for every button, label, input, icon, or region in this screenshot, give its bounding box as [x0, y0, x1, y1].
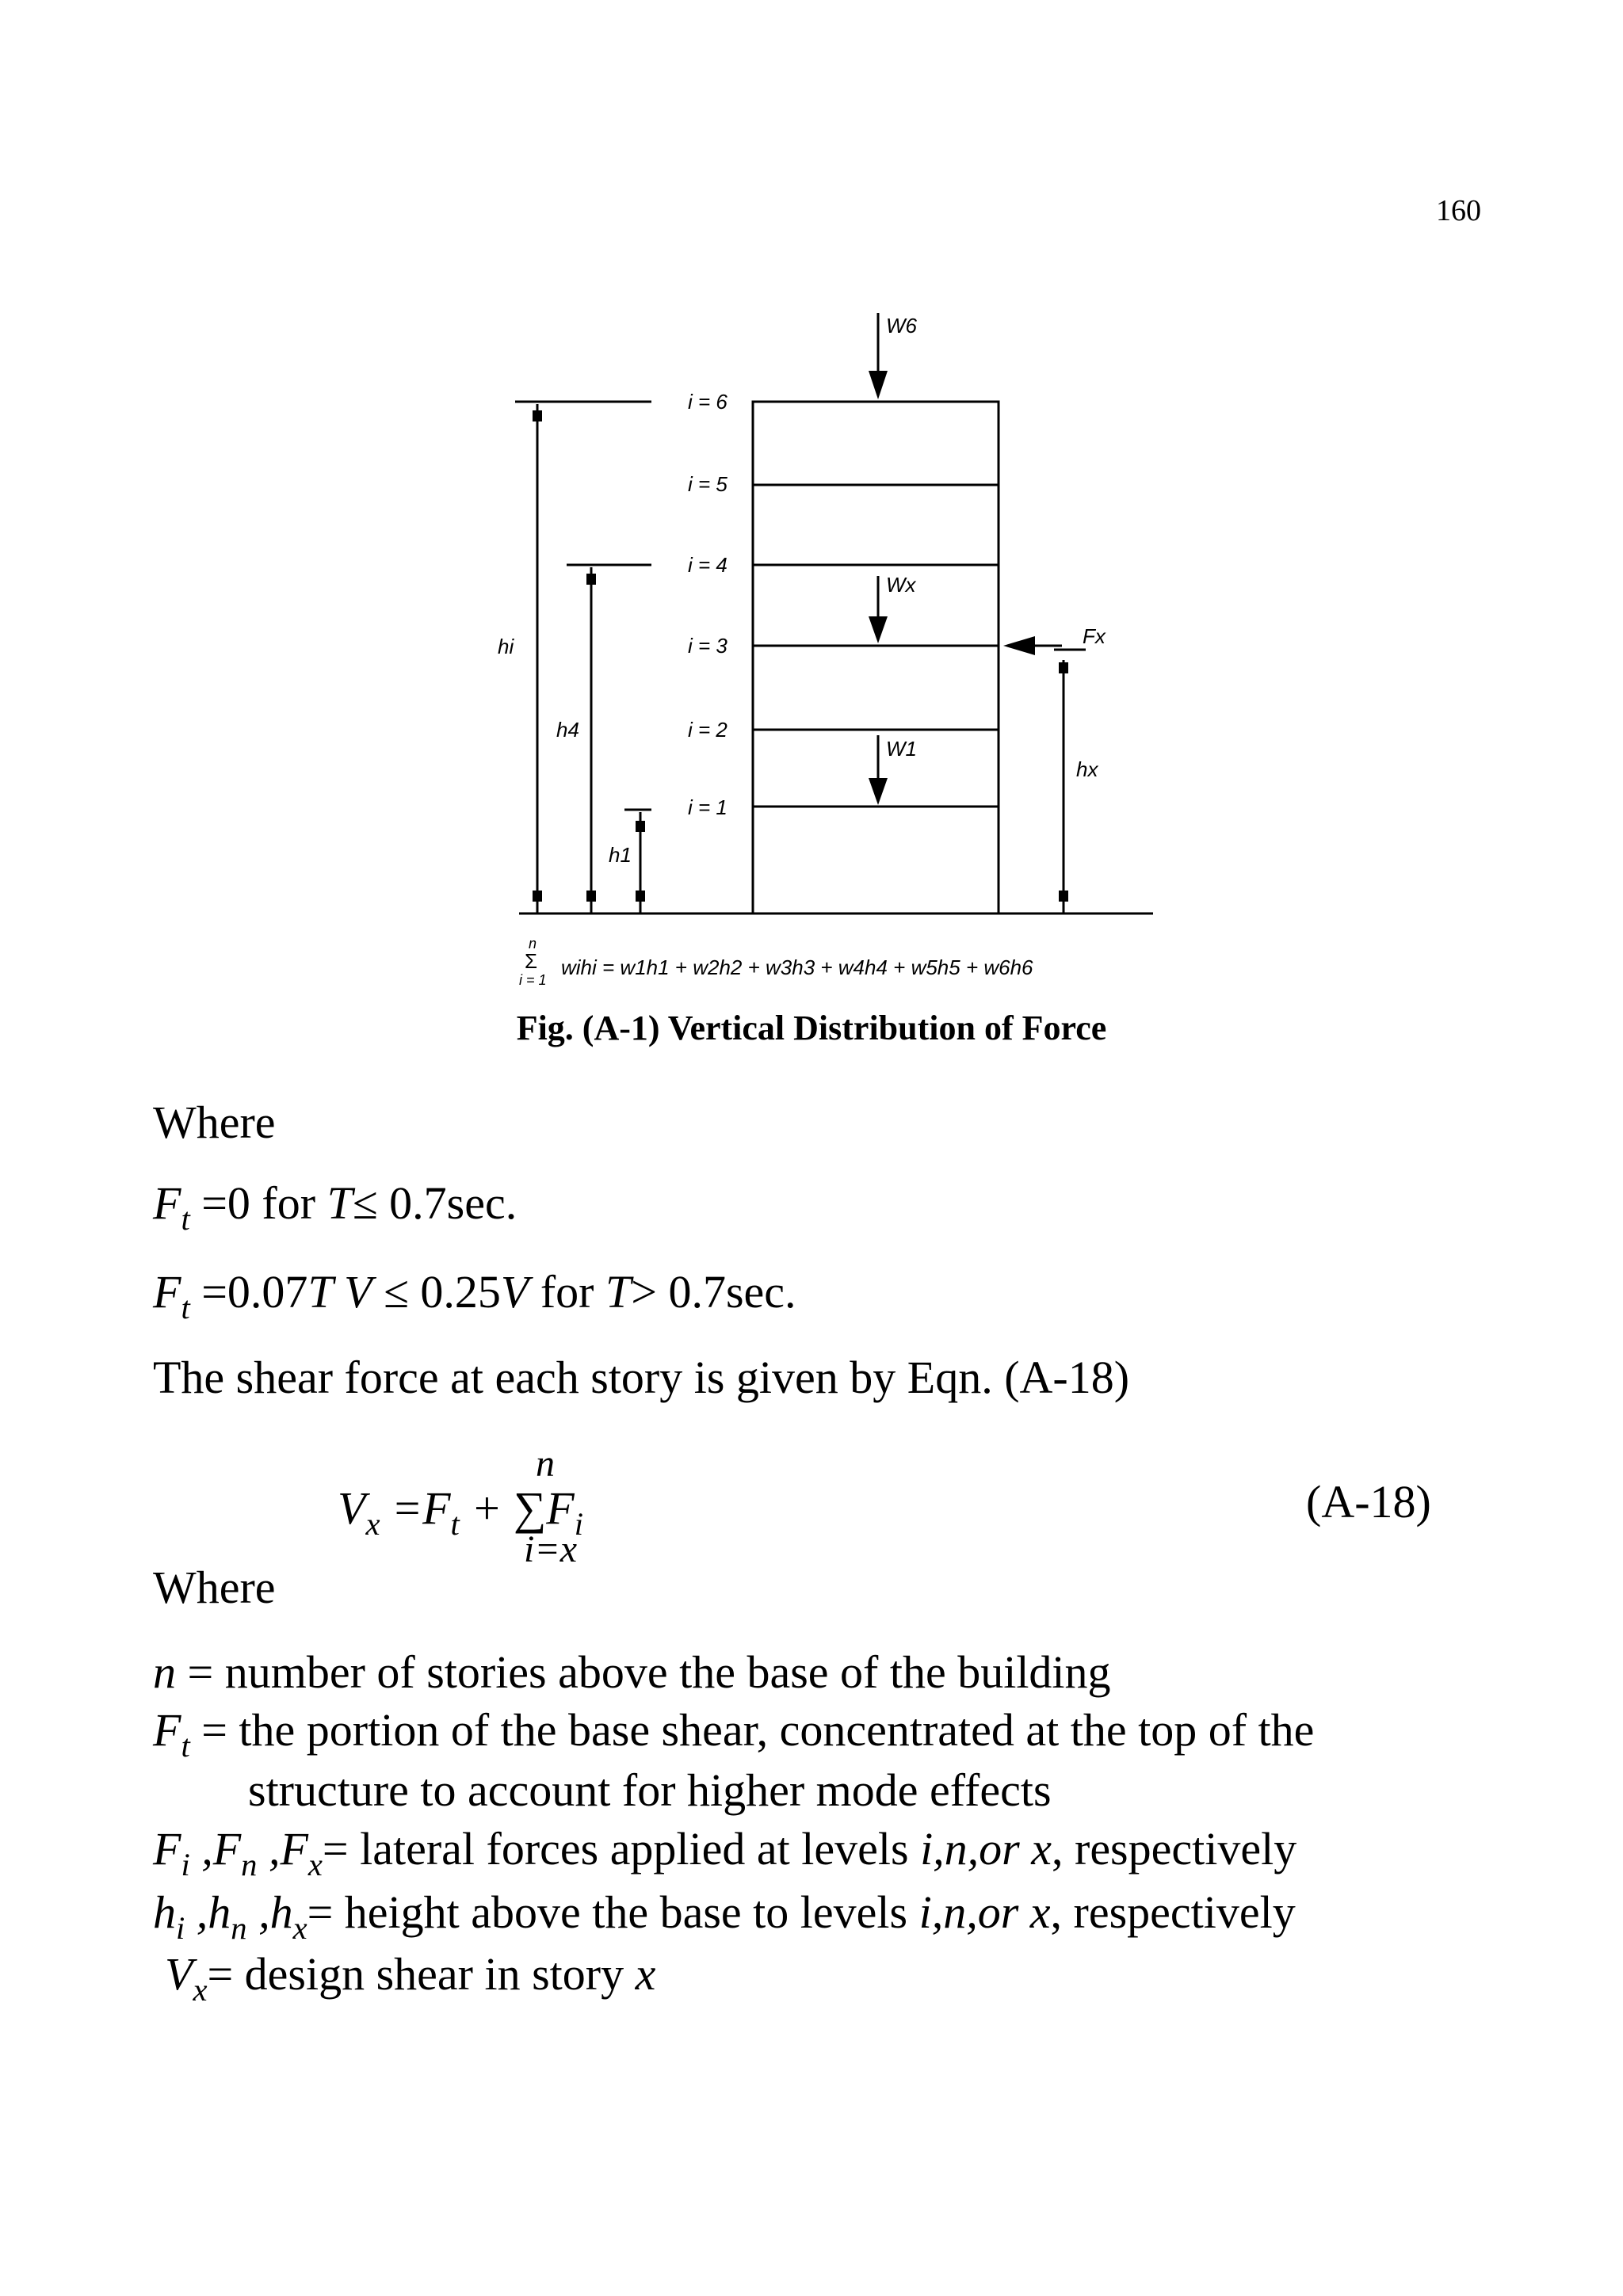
arrow-w1-head — [869, 778, 888, 805]
storey-label-3: i = 3 — [688, 634, 727, 658]
definition-forces: $F_i$ $,F_n$ $,F_x=$ lateral forces applied at levels i,n,or x, respectively — [153, 1823, 1297, 1883]
definition-vx: $V_x=$ design shear in story x — [165, 1948, 656, 2008]
definition-n: n = number of stories above the base of the building — [153, 1646, 1111, 1698]
definition-heights: $h_i$ $,h_n$ $,h_x=$ height above the base to levels i,n,or x, respectively — [153, 1886, 1296, 1947]
storey-label-1: i = 1 — [688, 795, 727, 819]
ft-zero-condition: $F_t =0$ for T≤ 0.7sec. — [153, 1177, 517, 1238]
ft-formula: $F_t =0.07T$ V ≤ 0.25V for T> 0.7sec. — [153, 1266, 796, 1326]
definition-ft-line1: $F_t$ = the portion of the base shear, concentrated at the top of the — [153, 1704, 1315, 1764]
equation-a18: n $V_x =F_t + \sum F_i$ i=x — [338, 1443, 584, 1570]
label-hi: hi — [498, 635, 514, 658]
storey-label-5: i = 5 — [688, 472, 727, 496]
storey-label-6: i = 6 — [688, 390, 727, 414]
label-hx: hx — [1076, 757, 1098, 781]
where-label-1: Where — [153, 1097, 276, 1148]
shear-intro: The shear force at each story is given by Eqn. (A-18) — [153, 1352, 1130, 1403]
storey-label-2: i = 2 — [688, 718, 727, 742]
sum-sigma: Σ — [525, 949, 538, 973]
label-w6: W6 — [886, 314, 917, 338]
figure-caption: Fig. (A-1) Vertical Distribution of Force — [516, 1009, 1107, 1047]
definition-ft-line2: structure to account for higher mode effects — [248, 1764, 1052, 1816]
arrow-wx-head — [869, 616, 888, 643]
vertical-distribution-figure — [0, 0, 1623, 1030]
sum-expression: wihi = w1h1 + w2h2 + w3h3 + w4h4 + w5h5 + w6h6 — [561, 955, 1033, 979]
arrow-fx-head — [1003, 636, 1035, 655]
sum-bottom: i = 1 — [519, 972, 547, 988]
label-fx: Fx — [1083, 624, 1106, 648]
sum-top: n — [529, 936, 537, 952]
label-w1: W1 — [886, 737, 917, 761]
label-h4: h4 — [556, 718, 579, 742]
where-label-2: Where — [153, 1562, 276, 1613]
equation-number: (A-18) — [1306, 1476, 1431, 1527]
page-number: 160 — [1436, 194, 1481, 227]
storey-label-4: i = 4 — [688, 553, 727, 577]
arrow-w6-head — [869, 371, 888, 399]
label-h1: h1 — [609, 843, 632, 867]
building-frame — [753, 402, 999, 913]
label-wx: Wx — [886, 573, 916, 597]
